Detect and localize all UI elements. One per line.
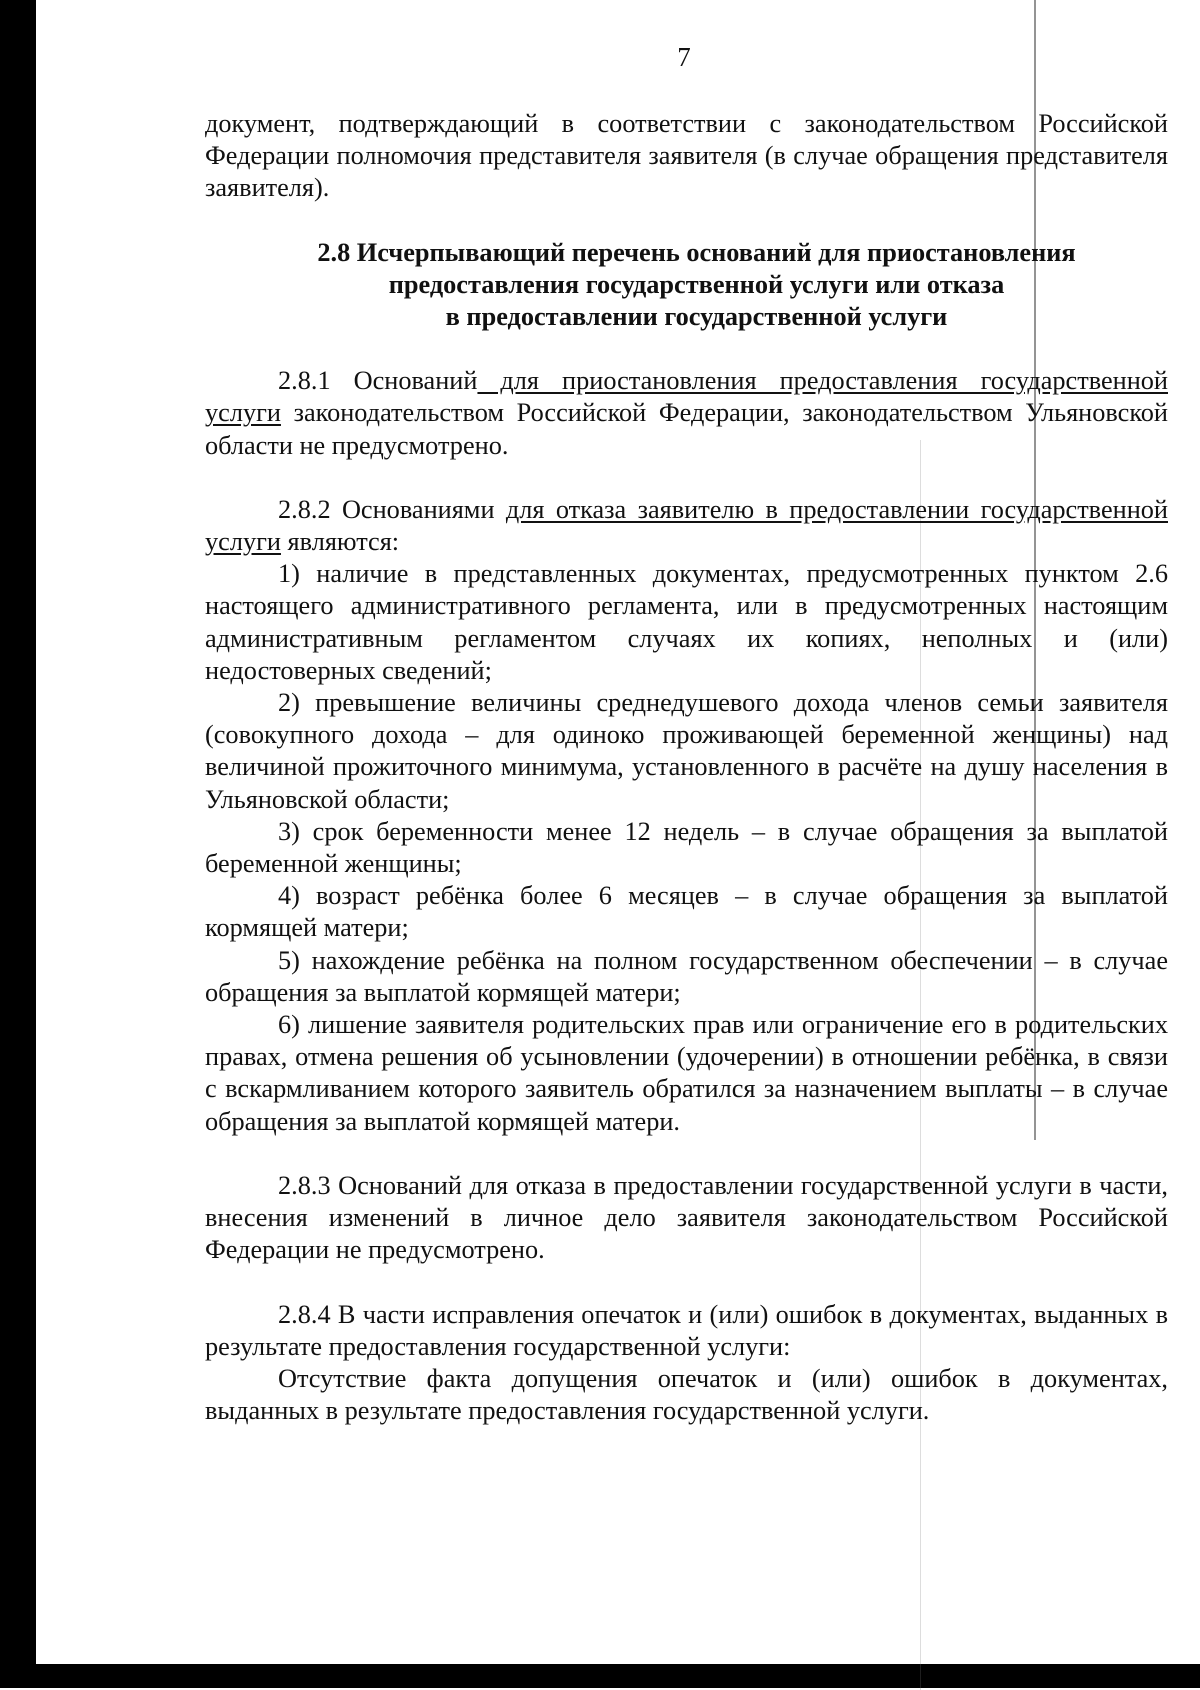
paragraph-rest: являются:: [280, 527, 400, 557]
underlined-phrase: для отказа заявителю в предоставлении государственной услуги: [205, 494, 1168, 557]
section-heading: [205, 237, 1168, 334]
list-item: 2) превышение величины среднедушевого дохода членов семьи заявителя (совокупного дохода – для одиноко проживающей беременной женщины) над величиной прожиточного минимума, установленного в расчёте на душу населения в Ульяновской области;: [205, 688, 1168, 814]
section-heading-line: 2.8 Исчерпывающий перечень оснований для приостановления: [317, 237, 1076, 267]
paragraph-2-8-2: [205, 494, 1168, 558]
paragraph-lead: 2.8.2 Основаниями: [278, 494, 506, 524]
paragraph-2-8-1: [205, 365, 1168, 462]
document-body: [205, 108, 1168, 1427]
page-number: 7: [677, 42, 691, 72]
list-item: 4) возраст ребёнка более 6 месяцев – в случае обращения за выплатой кормящей матери;: [205, 881, 1168, 943]
section-heading-line: в предоставлении государственной услуги: [445, 302, 948, 332]
underlined-phrase: для приостановления предоставления государственной услуги: [205, 366, 1168, 428]
paragraph-lead: 2.8.1 Оснований: [278, 366, 478, 396]
scan-bottom-edge: [0, 1664, 1200, 1688]
list-item: 3) срок беременности менее 12 недель – в случае обращения за выплатой беременной женщины;: [205, 816, 1168, 879]
list-item: 1) наличие в представленных документах, предусмотренных пунктом 2.6 настоящего административного регламента, или в предусмотренных настоящим административным регламентом случаях их копиях, неполных и (или) недостоверных сведений;: [205, 559, 1168, 685]
intro-paragraph: документ, подтверждающий в соответствии с законодательством Российской Федерации полномочия представителя заявителя (в случае обращения представителя заявителя).: [205, 109, 1168, 203]
paragraph-2-8-4-detail: Отсутствие факта допущения опечаток и (или) ошибок в документах, выданных в результате предоставления государственной услуги.: [205, 1363, 1168, 1426]
list-item: 5) нахождение ребёнка на полном государственном обеспечении – в случае обращения за выплатой кормящей матери;: [205, 945, 1168, 1007]
scan-left-edge: [0, 0, 36, 1688]
paragraph-2-8-4: 2.8.4 В части исправления опечаток и (или) ошибок в документах, выданных в результате предоставления государственной услуги:: [205, 1299, 1168, 1361]
section-heading-line: предоставления государственной услуги или отказа: [388, 269, 1005, 299]
list-item: 6) лишение заявителя родительских прав или ограничение его в родительских правах, отмена решения об усыновлении (удочерении) в отношении ребёнка, в связи с вскармливанием которого заявитель обратился за назначением выплаты – в случае обращения за выплатой кормящей матери.: [205, 1010, 1168, 1136]
paragraph-2-8-3: 2.8.3 Оснований для отказа в предоставлении государственной услуги в части, внесения изменений в личное дело заявителя законодательством Российской Федерации не предусмотрено.: [205, 1170, 1168, 1265]
paragraph-rest: законодательством Российской Федерации, законодательством Ульяновской области не предусмотрено.: [205, 398, 1168, 460]
